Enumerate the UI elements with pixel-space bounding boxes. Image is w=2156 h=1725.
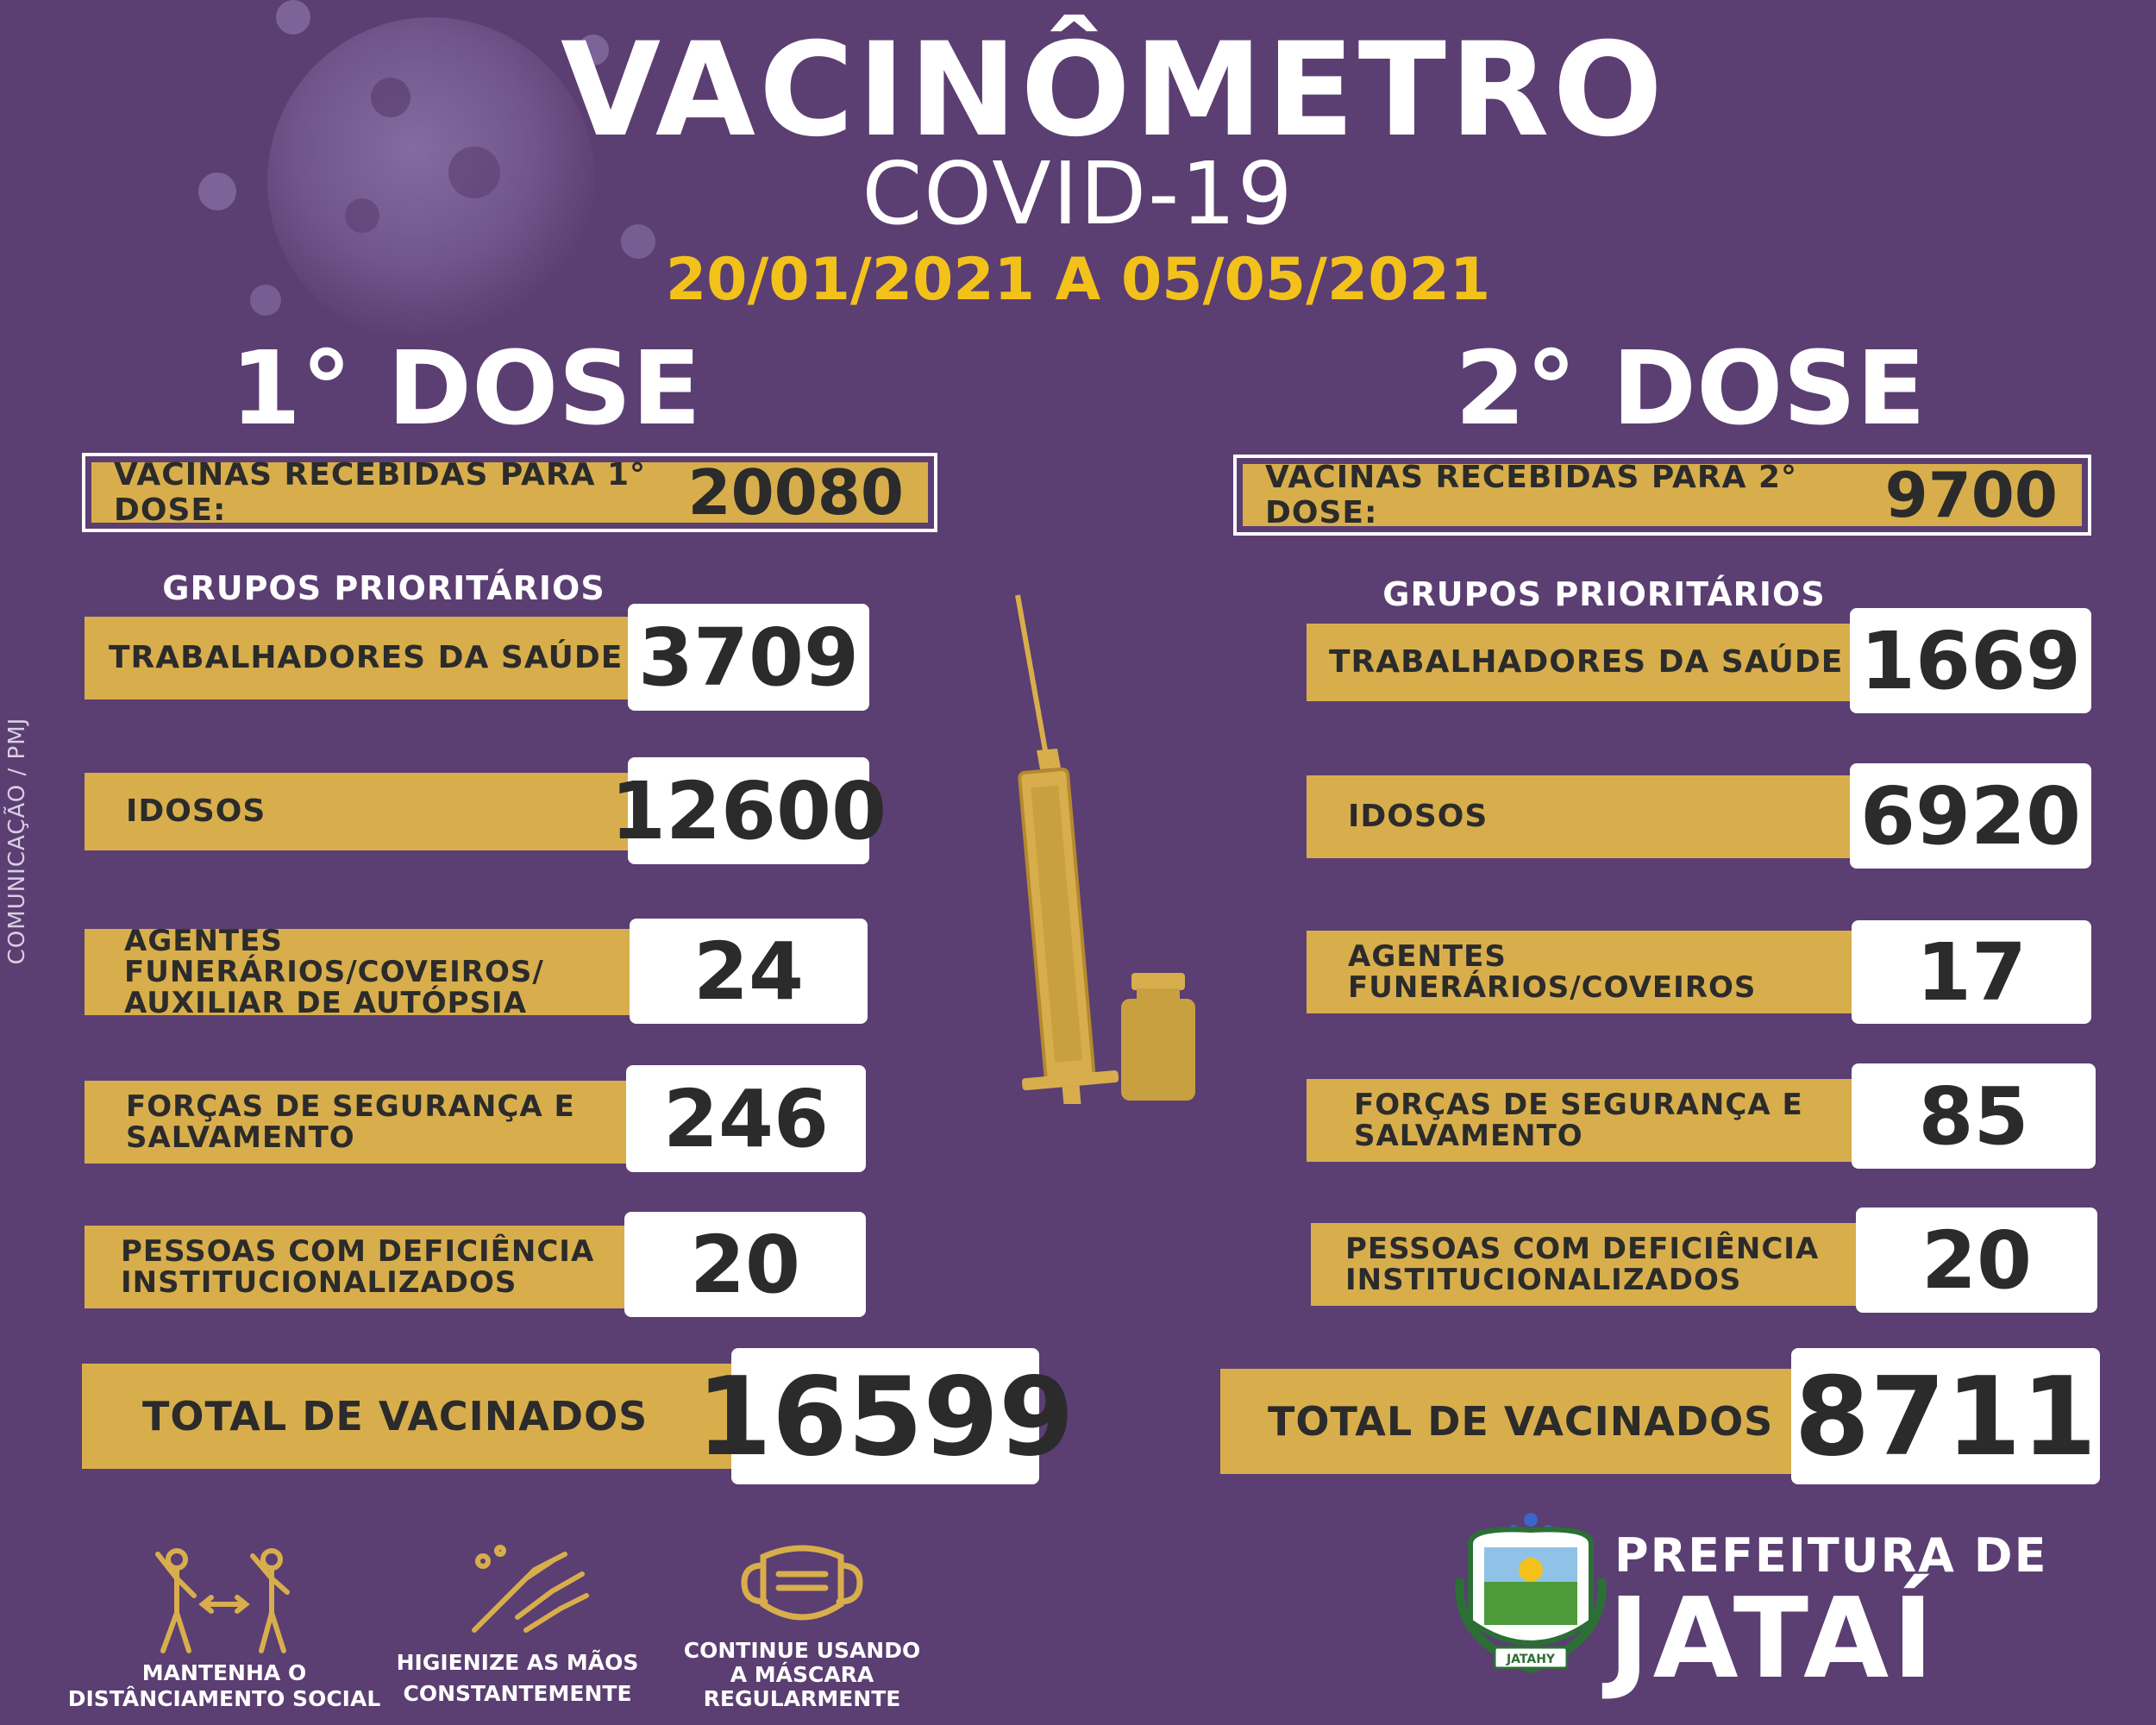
crest-text: JATAHY: [1506, 1653, 1556, 1666]
credit-label: COMUNICAÇÃO / PMJ: [4, 717, 30, 965]
dose1-row-security-forces: [85, 1065, 869, 1172]
dose2-row-label: PESSOAS COM DEFICIÊNCIA INSTITUCIONALIZADOS: [1345, 1232, 1820, 1297]
dose1-row-health-workers: [85, 604, 869, 711]
jatai-crest-logo: [1453, 1509, 1608, 1682]
dose1-row-value: 12600: [628, 757, 869, 864]
dose1-total: [82, 1348, 1075, 1484]
dose2-row-disabled-persons: [1311, 1208, 2097, 1313]
dose1-received-value: 20080: [687, 456, 904, 529]
dose2-received-value: 9700: [1884, 459, 2058, 531]
dose2-total-label: TOTAL DE VACINADOS: [1268, 1398, 1774, 1445]
dose1-row-disabled-persons: [85, 1212, 869, 1317]
dose1-received-box: [82, 453, 937, 532]
dose2-row-value: 85: [1852, 1063, 2096, 1169]
dose1-row-elderly: [85, 757, 887, 864]
dose2-received-box: [1233, 455, 2091, 536]
dose1-row-label: FORÇAS DE SEGURANÇA E SALVAMENTO: [126, 1089, 575, 1155]
page-title: VACINÔMETRO: [561, 16, 1667, 166]
dose1-total-label: TOTAL DE VACINADOS: [142, 1393, 649, 1440]
dose2-row-elderly: [1307, 763, 2091, 869]
dose1-row-value: 3709: [628, 604, 869, 711]
dose1-row-value: 20: [624, 1212, 866, 1317]
vaccine-vial-icon: [1119, 973, 1197, 1102]
dose1-row-value: 246: [626, 1065, 866, 1172]
dose2-row-value: 6920: [1850, 763, 2091, 869]
dose2-row-label: FORÇAS DE SEGURANÇA E SALVAMENTO: [1354, 1088, 1803, 1153]
face-mask-icon: [737, 1540, 867, 1634]
dose2-row-label: IDOSOS: [1348, 799, 1489, 834]
dose1-row-funeral-agents: [85, 919, 869, 1024]
dose2-row-security-forces: [1307, 1063, 2096, 1169]
social-distancing-icon: [151, 1544, 298, 1656]
dose1-title: 1° DOSE: [229, 329, 702, 448]
dose1-total-value: 16599: [731, 1348, 1039, 1484]
dose2-row-label: TRABALHADORES DA SAÚDE: [1329, 644, 1844, 680]
dose2-total-value: 8711: [1791, 1348, 2100, 1484]
dose2-title: 2° DOSE: [1454, 329, 1927, 448]
dose2-row-funeral-agents: [1307, 920, 2091, 1024]
hand-washing-icon: [466, 1544, 595, 1647]
dose1-groups-heading: GRUPOS PRIORITÁRIOS: [162, 569, 605, 607]
page-subtitle: COVID-19: [862, 143, 1294, 244]
dose2-row-label: AGENTES FUNERÁRIOS/COVEIROS: [1348, 939, 1757, 1005]
logo-line2: JATAÍ: [1608, 1575, 1937, 1703]
tip-social-distancing-label: MANTENHA O DISTÂNCIAMENTO SOCIAL: [67, 1660, 381, 1711]
dose1-row-label: AGENTES FUNERÁRIOS/COVEIROS/ AUXILIAR DE AUTÓPSIA: [124, 924, 544, 1020]
dose1-row-value: 24: [630, 919, 868, 1024]
dose1-row-label: TRABALHADORES DA SAÚDE: [109, 640, 624, 675]
dose1-row-label: IDOSOS: [126, 794, 266, 829]
logo-line1: PREFEITURA DE: [1614, 1528, 2048, 1583]
dose1-row-label: PESSOAS COM DEFICIÊNCIA INSTITUCIONALIZADOS: [121, 1234, 595, 1300]
dose2-groups-heading: GRUPOS PRIORITÁRIOS: [1382, 575, 1826, 613]
dose2-row-value: 20: [1856, 1208, 2097, 1313]
dose2-row-health-workers: [1307, 608, 2091, 713]
dose2-total: [1220, 1348, 2100, 1484]
dose2-row-value: 1669: [1850, 608, 2091, 713]
period-label: 20/01/2021 A 05/05/2021: [665, 246, 1491, 314]
tip-face-mask-label: CONTINUE USANDO A MÁSCARA REGULARMENTE: [683, 1638, 921, 1711]
dose2-row-value: 17: [1852, 920, 2091, 1024]
dose1-received-label: VACINAS RECEBIDAS PARA 1° DOSE:: [114, 457, 647, 528]
dose2-received-label: VACINAS RECEBIDAS PARA 2° DOSE:: [1265, 460, 1798, 530]
tip-hand-washing-label: HIGIENIZE AS MÃOS CONSTANTEMENTE: [396, 1650, 639, 1706]
